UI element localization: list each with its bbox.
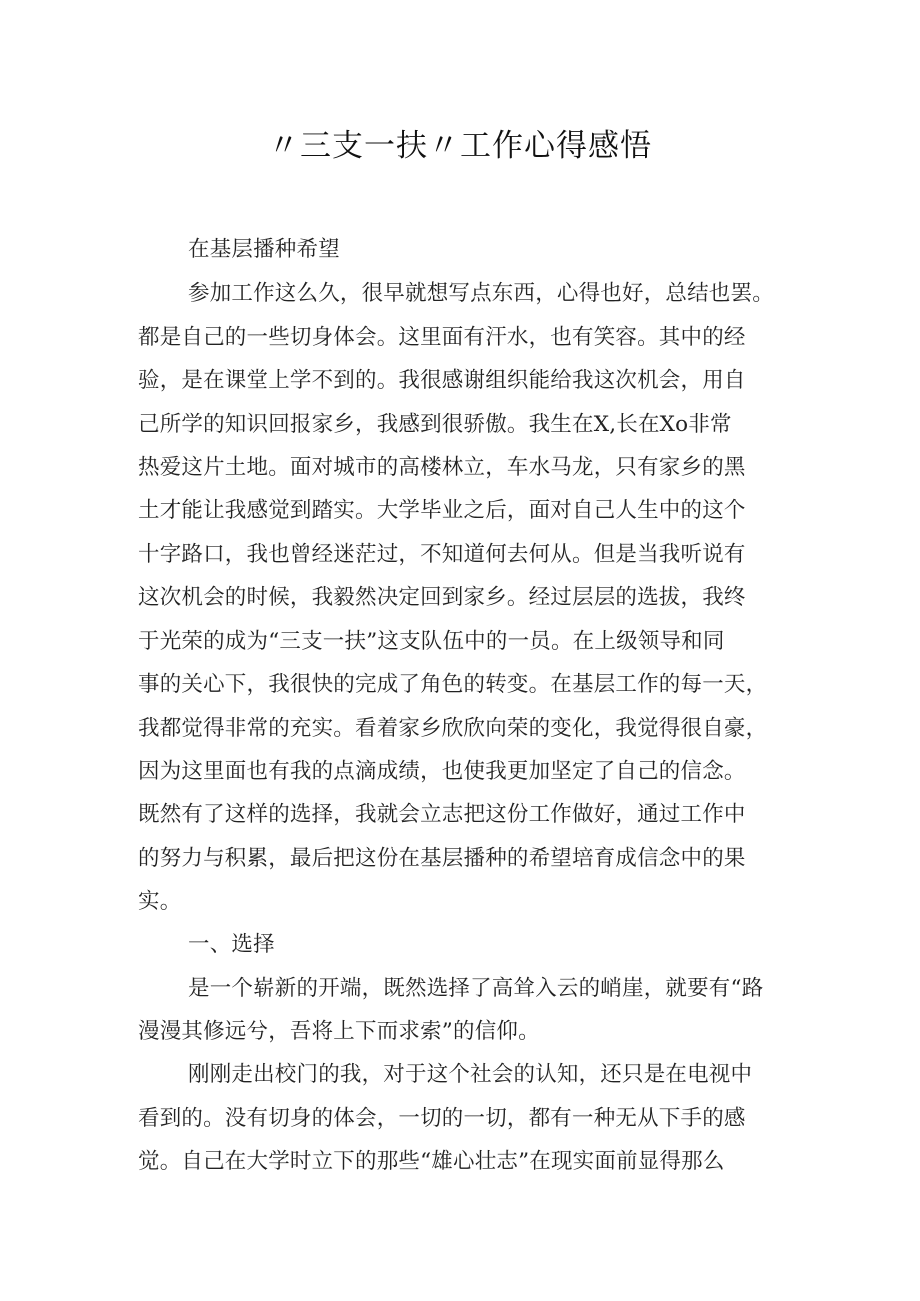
- paragraph-line: 刚刚走出校门的我，对于这个社会的认知，还只是在电视中: [188, 1062, 753, 1087]
- paragraph-line: 于光荣的成为“三支一扶”这支队伍中的一员。在上级领导和同: [138, 629, 725, 654]
- section-heading: 一、选择: [188, 932, 275, 957]
- document-title: 〃三支一扶〃工作心得感悟: [268, 128, 652, 164]
- paragraph-line: 既然有了这样的选择，我就会立志把这份工作做好，通过工作中: [138, 802, 746, 827]
- paragraph-line: 这次机会的时候，我毅然决定回到家乡。经过层层的选拔，我终: [138, 585, 746, 610]
- paragraph-line: 十字路口，我也曾经迷茫过，不知道何去何从。但是当我听说有: [138, 542, 746, 567]
- paragraph-line: 因为这里面也有我的点滴成绩，也使我更加坚定了自己的信念。: [138, 759, 746, 784]
- paragraph-line: 都是自己的一些切身体会。这里面有汗水，也有笑容。其中的经: [138, 325, 746, 350]
- paragraph-line: 的努力与积累，最后把这份在基层播种的希望培育成信念中的果: [138, 846, 746, 871]
- paragraph-line: 热爱这片土地。面对城市的高楼林立，车水马龙，只有家乡的黑: [138, 455, 746, 480]
- section-heading: 在基层播种希望: [188, 237, 340, 262]
- paragraph-line: 漫漫其修远兮，吾将上下而求索”的信仰。: [138, 1019, 540, 1044]
- paragraph-line: 实。: [138, 889, 182, 914]
- paragraph-line: 参加工作这么久，很早就想写点东西，心得也好，总结也罢。: [188, 281, 774, 306]
- paragraph-line: 事的关心下，我很快的完成了角色的转变。在基层工作的每一天，: [138, 672, 768, 697]
- paragraph-line: 己所学的知识回报家乡，我感到很骄傲。我生在X,长在Xo非常: [138, 412, 732, 437]
- paragraph-line: 是一个崭新的开端，既然选择了高耸入云的峭崖，就要有“路: [188, 976, 764, 1001]
- paragraph-line: 觉。自己在大学时立下的那些“雄心壮志”在现实面前显得那么: [138, 1149, 725, 1174]
- paragraph-line: 我都觉得非常的充实。看着家乡欣欣向荣的变化，我觉得很自豪，: [138, 716, 768, 741]
- paragraph-line: 土才能让我感觉到踏实。大学毕业之后，面对自己人生中的这个: [138, 498, 746, 523]
- paragraph-line: 验，是在课堂上学不到的。我很感谢组织能给我这次机会，用自: [138, 368, 746, 393]
- paragraph-line: 看到的。没有切身的体会，一切的一切，都有一种无从下手的感: [138, 1106, 746, 1131]
